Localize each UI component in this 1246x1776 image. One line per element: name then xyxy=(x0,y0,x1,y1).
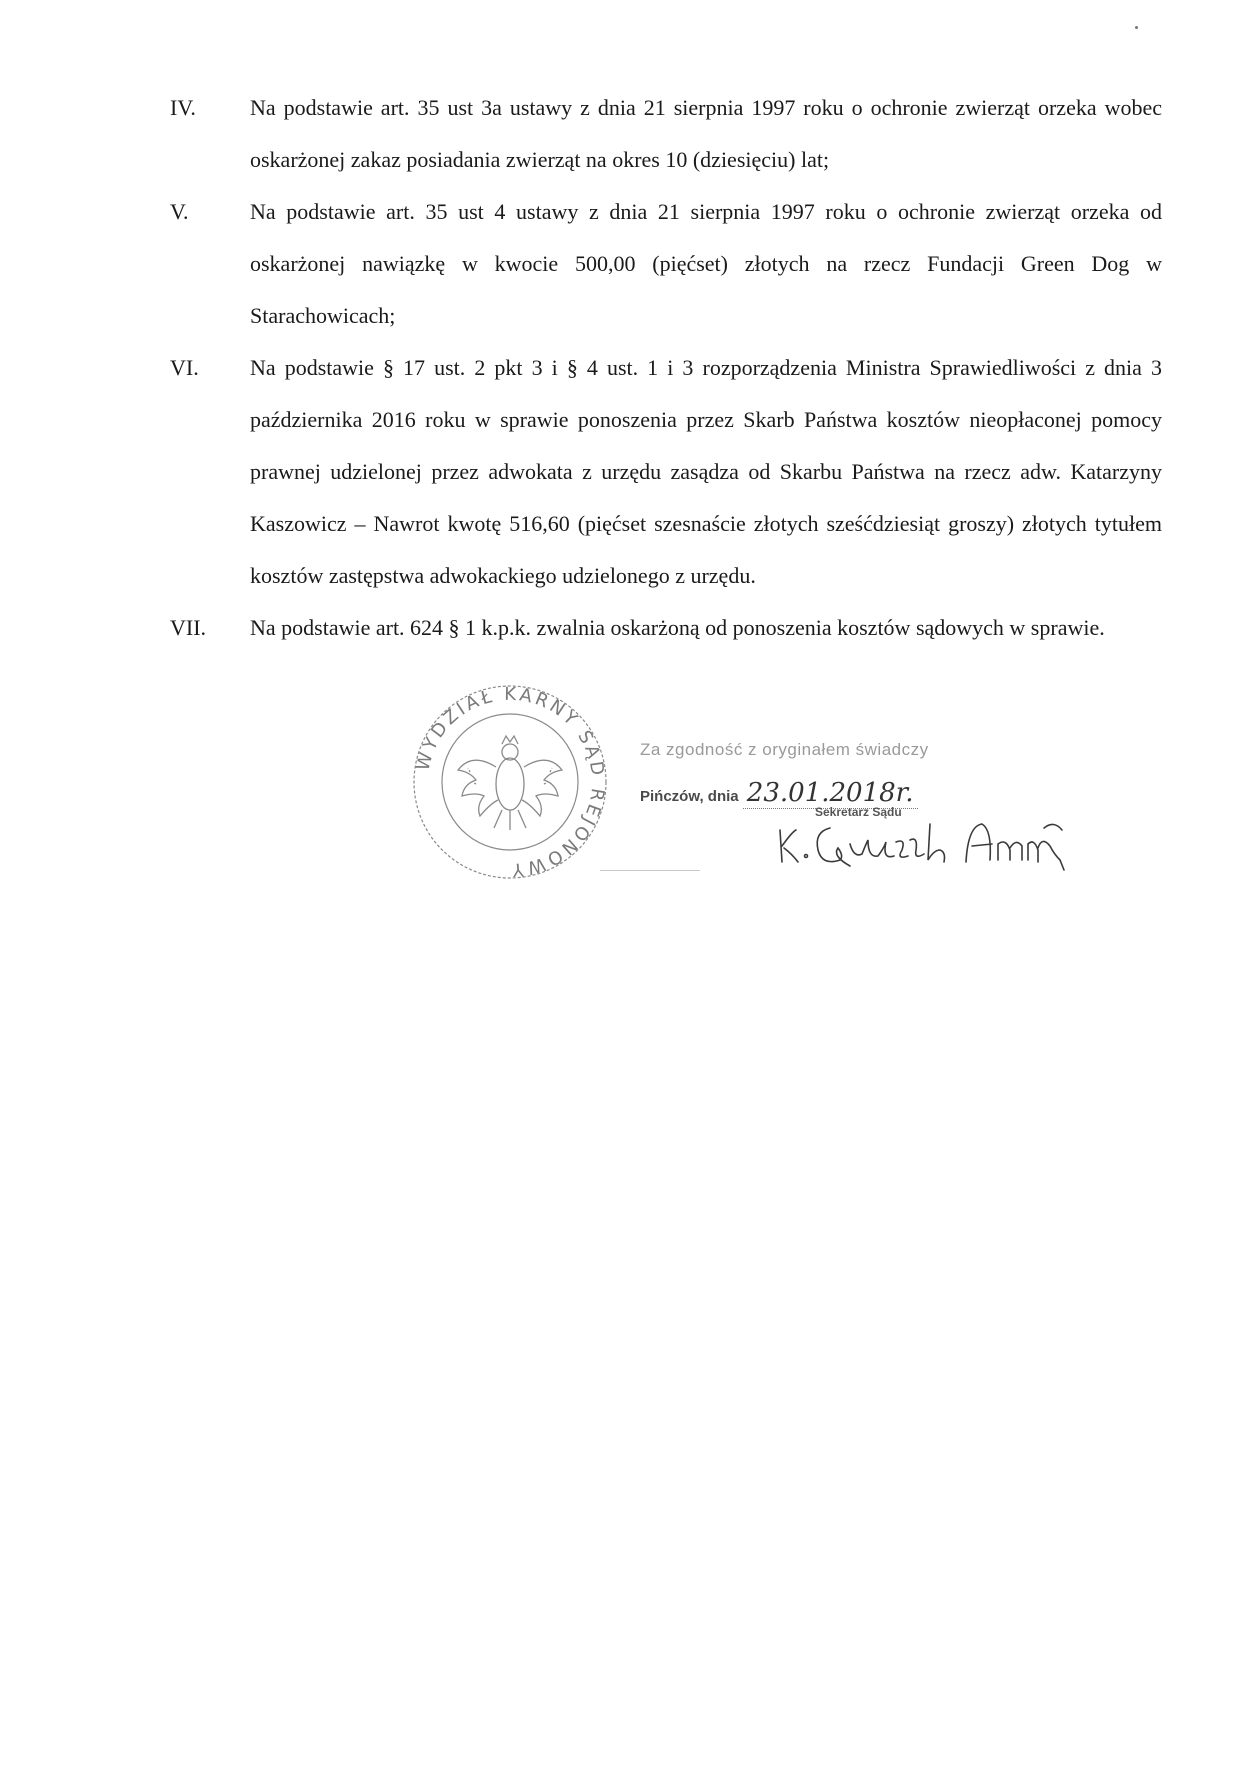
court-stamp xyxy=(410,672,610,892)
item-number: V. xyxy=(170,199,189,224)
handwritten-signature xyxy=(770,810,1070,885)
divider-line xyxy=(600,870,700,871)
ruling-item xyxy=(170,602,1170,654)
court-stamp-graphic xyxy=(410,672,610,892)
certification-role: Sekretarz Sądu xyxy=(815,805,902,819)
item-number: VII. xyxy=(170,615,207,640)
certification-block xyxy=(640,740,1060,890)
item-text: Na podstawie art. 624 § 1 k.p.k. zwalnia oskarżoną od ponoszenia kosztów sądowych w sprawie. xyxy=(250,615,1105,640)
ruling-item xyxy=(170,82,1170,186)
item-text: Na podstawie art. 35 ust 4 ustawy z dnia 21 sierpnia 1997 roku o ochronie zwierząt orzeka od oskarżonej nawiązkę w kwocie 500,00 (pięćset) złotych na rzecz Fundacji Green Dog w Starachowicach; xyxy=(250,199,1162,328)
item-number: IV. xyxy=(170,95,196,120)
certification-date: 23.01.2018r. xyxy=(743,778,918,809)
item-text: Na podstawie art. 35 ust 3a ustawy z dnia 21 sierpnia 1997 roku o ochronie zwierząt orzeka wobec oskarżonej zakaz posiadania zwierząt na okres 10 (dziesięciu) lat; xyxy=(250,95,1162,172)
item-number: VI. xyxy=(170,355,199,380)
signature-graphic xyxy=(770,810,1070,880)
certification-statement: Za zgodność z oryginałem świadczy xyxy=(640,740,929,759)
certification-place-date xyxy=(640,778,918,808)
eagle-emblem-icon xyxy=(458,736,562,830)
ruling-item xyxy=(170,186,1170,342)
scan-speck xyxy=(1135,26,1138,29)
item-text: Na podstawie § 17 ust. 2 pkt 3 i § 4 ust. 1 i 3 rozporządzenia Ministra Sprawiedliwości z dnia 3 października 2016 roku w sprawie ponoszenia przez Skarb Państwa kosztów nieopłaconej pomocy prawnej udzielonej przez adwokata z urzędu zasądza od Skarbu Państwa na rzecz adw. Katarzyny Kaszowicz – Nawrot kwotę 516,60 (pięćset szesnaście złotych sześćdziesiąt groszy) złotych tytułem kosztów zastępstwa adwokackiego udzielonego z urzędu. xyxy=(250,355,1162,588)
stamp-text: WYDZIAŁ KARNY SĄD REJONOWY xyxy=(412,683,609,881)
ruling-item xyxy=(170,342,1170,602)
place-label: Pińczów, dnia xyxy=(640,788,739,805)
ruling-items-list xyxy=(170,82,1170,654)
